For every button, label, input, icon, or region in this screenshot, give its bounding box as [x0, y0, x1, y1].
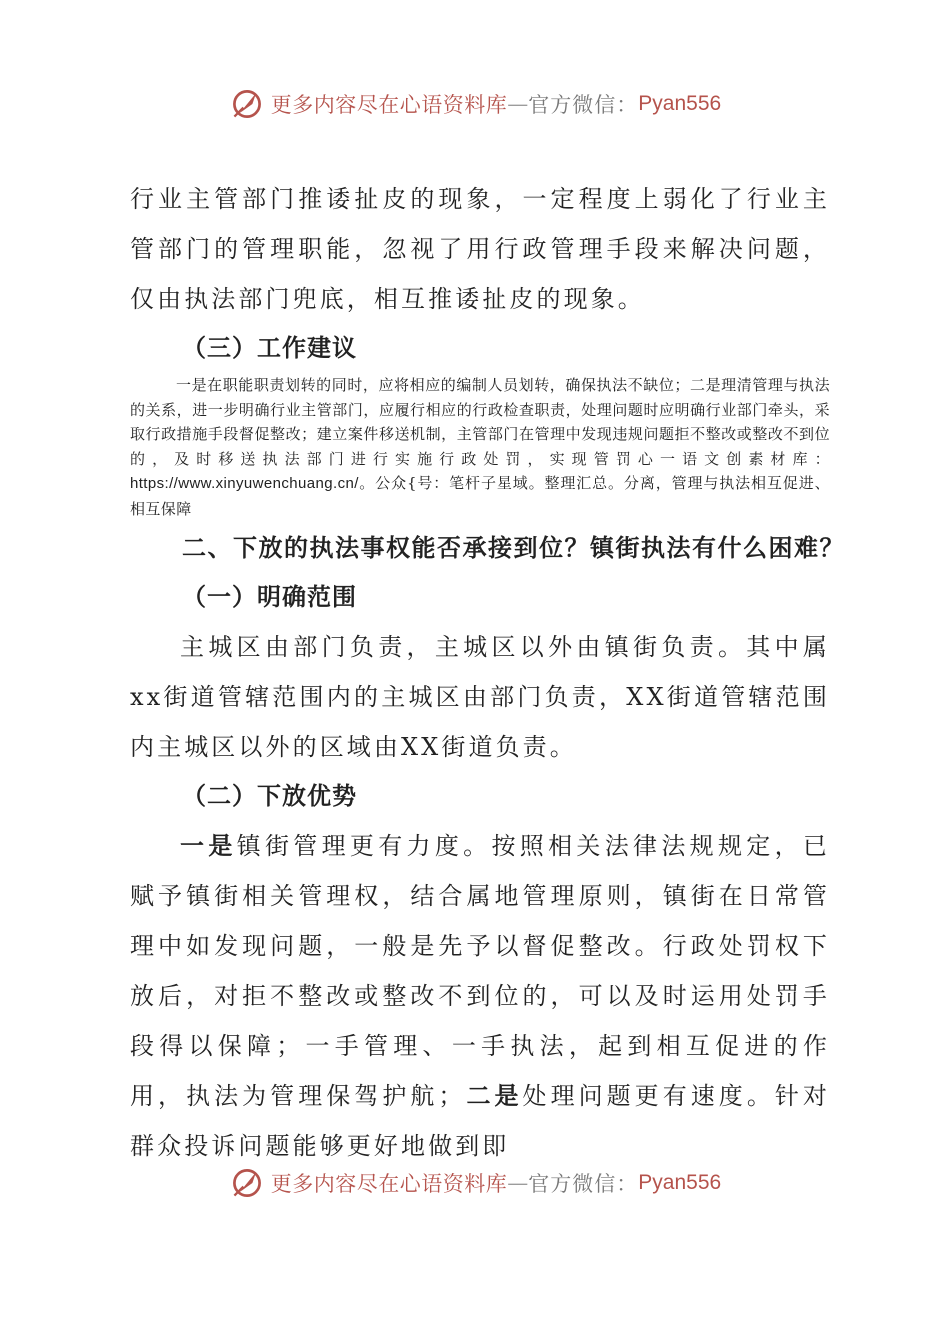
banner-wechat-id: Pyan556 — [638, 1171, 722, 1194]
quill-logo-icon — [229, 1165, 265, 1201]
heading-advantages: （二）下放优势 — [182, 781, 357, 810]
source-url-link[interactable]: https://www.xinyuwenchuang.cn/ — [130, 475, 359, 493]
small-paragraph — [130, 373, 830, 522]
heading-work-suggestions: （三）工作建议 — [182, 333, 357, 362]
banner-separator: — — [507, 92, 529, 116]
small-paragraph-text: 一是在职能职责划转的同时，应将相应的编制人员划转，确保执法不缺位；二是理清管理与执法的关系，进一步明确行业主管部门，应履行相应的行政检查职责，处理问题时应明确行业部门牵头，采取行政措施手段督促整改；建立案件移送机制，主管部门在管理中发现违规问题拒不整改或整改不到位的，及时移送执法部门进行实施行政处罚，实现管罚心一语文创素材库： — [130, 376, 830, 468]
footer-banner — [0, 1163, 950, 1203]
lead-first: 一是 — [180, 831, 237, 860]
paragraph-3-text-2: 处理问题更有速度。针对群众投诉问题能够更好地做到即 — [130, 1082, 830, 1160]
heading-scope: （一）明确范围 — [182, 582, 357, 611]
header-banner — [0, 84, 950, 124]
banner-text: 更多内容尽在心语资料库 — [270, 1172, 508, 1196]
quill-logo-icon — [229, 86, 265, 122]
paragraph-3-text: 镇街管理更有力度。按照相关法律法规规定，已赋予镇街相关管理权，结合属地管理原则，镇街在日常管理中如发现问题，一般是先予以督促整改。行政处罚权下放后，对拒不整改或整改不到位的，可以及时运用处罚手段得以保障；一手管理、一手执法，起到相互促进的作用，执法为管理保驾护航； — [130, 832, 831, 1110]
heading-section-2: 二、下放的执法事权能否承接到位？镇街执法有什么困难？ — [182, 533, 845, 562]
banner-separator: — — [507, 1171, 529, 1195]
paragraph-1: 行业主管部门推诿扯皮的现象，一定程度上弱化了行业主管部门的管理职能，忽视了用行政管理手段来解决问题，仅由执法部门兜底，相互推诿扯皮的现象。 — [130, 185, 830, 313]
banner-wechat-id: Pyan556 — [638, 92, 722, 115]
banner-text: 更多内容尽在心语资料库 — [270, 93, 508, 117]
paragraph-2: 主城区由部门负责，主城区以外由镇街负责。其中属xx街道管辖范围内的主城区由部门负责，XX街道管辖范围内主城区以外的区域由XX街道负责。 — [130, 633, 830, 761]
banner-wechat-label: 官方微信： — [528, 93, 639, 117]
banner-wechat-label: 官方微信： — [528, 1172, 639, 1196]
small-paragraph-tail: 。公众{号：笔杆子星域。整理汇总。分离，管理与执法相互促进、相互保障 — [130, 474, 830, 518]
paragraph-3 — [130, 821, 830, 1171]
lead-second: 二是 — [465, 1081, 523, 1110]
